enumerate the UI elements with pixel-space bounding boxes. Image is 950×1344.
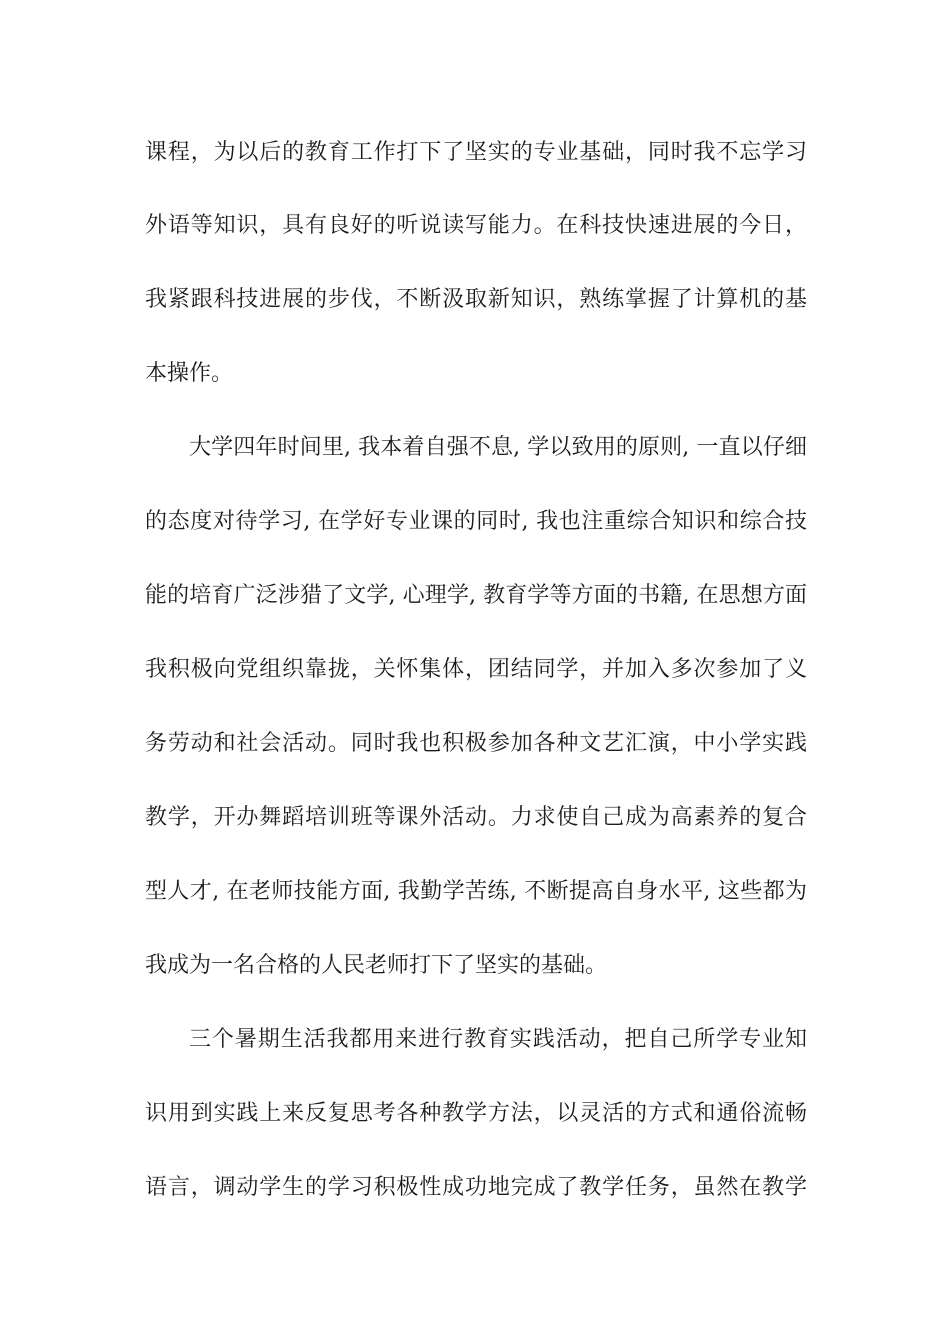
text-line-6: 的态度对待学习, 在学好专业课的同时, 我也注重综合知识和综合技 bbox=[145, 509, 807, 534]
text-line-11: 型人才, 在老师技能方面, 我勤学苦练, 不断提高自身水平, 这些都为 bbox=[145, 879, 807, 904]
text-line-15: 语言，调动学生的学习积极性成功地完成了教学任务，虽然在教学 bbox=[145, 1175, 807, 1200]
text-line-10: 教学，开办舞蹈培训班等课外活动。力求使自己成为高素养的复合 bbox=[145, 805, 807, 830]
text-line-8: 我积极向党组织靠拢，关怀集体，团结同学，并加入多次参加了义 bbox=[145, 657, 807, 682]
text-line-4: 本操作。 bbox=[145, 361, 234, 386]
text-line-9: 务劳动和社会活动。同时我也积极参加各种文艺汇演，中小学实践 bbox=[145, 731, 807, 756]
text-line-13: 三个暑期生活我都用来进行教育实践活动，把自己所学专业知 bbox=[189, 1027, 807, 1052]
text-line-5: 大学四年时间里, 我本着自强不息, 学以致用的原则, 一直以仔细 bbox=[189, 435, 807, 460]
text-line-1: 课程，为以后的教育工作打下了坚实的专业基础，同时我不忘学习 bbox=[145, 140, 807, 165]
text-line-7: 能的培育广泛涉猎了文学, 心理学, 教育学等方面的书籍, 在思想方面 bbox=[145, 583, 807, 608]
text-line-2: 外语等知识，具有良好的听说读写能力。在科技快速进展的今日， bbox=[145, 213, 807, 238]
text-line-12: 我成为一名合格的人民老师打下了坚实的基础。 bbox=[145, 953, 608, 978]
text-line-14: 识用到实践上来反复思考各种教学方法，以灵活的方式和通俗流畅 bbox=[145, 1101, 807, 1126]
text-line-3: 我紧跟科技进展的步伐，不断汲取新知识，熟练掌握了计算机的基 bbox=[145, 287, 807, 312]
